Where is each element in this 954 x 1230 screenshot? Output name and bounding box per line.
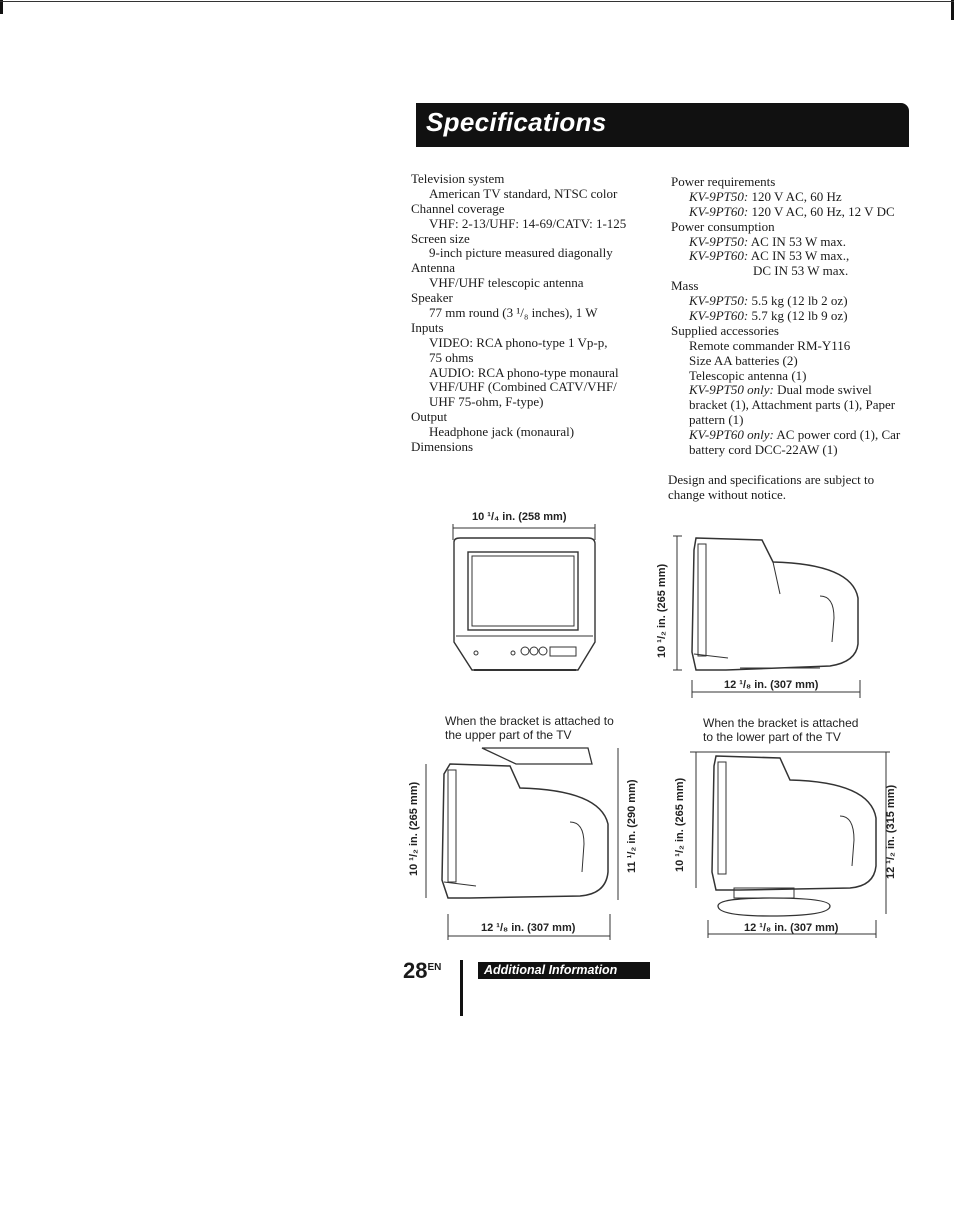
spec-text: Power consumption <box>671 218 775 234</box>
spec-line <box>411 321 626 336</box>
caption-line: When the bracket is attached <box>703 716 859 730</box>
spec-text: VHF/UHF telescopic antenna <box>429 275 584 291</box>
spec-line <box>411 336 626 351</box>
spec-text: Channel coverage <box>411 200 505 216</box>
caption-line: When the bracket is attached to <box>445 714 614 728</box>
spec-notice <box>668 473 874 503</box>
spec-text: Supplied accessories <box>671 322 779 338</box>
spec-line <box>411 246 626 261</box>
spec-text: VHF: 2-13/UHF: 14-69/CATV: 1-125 <box>429 215 627 231</box>
notice-line: change without notice. <box>668 486 787 502</box>
section-banner <box>478 962 650 979</box>
front-width-label: 10 ¹/₄ in. (258 mm) <box>472 511 567 523</box>
spec-text: UHF 75-ohm, F-type) <box>429 394 544 410</box>
title-banner <box>416 103 909 147</box>
spec-line <box>671 279 900 294</box>
spec-line <box>411 202 626 217</box>
spec-text: Antenna <box>411 260 456 276</box>
spec-line <box>411 440 626 455</box>
model-name: KV-9PT50: <box>689 188 749 204</box>
footer-rule <box>460 960 463 1016</box>
spec-line <box>671 220 900 235</box>
spec-line <box>411 306 626 321</box>
spec-text: 5.7 kg (12 lb 9 oz) <box>748 308 848 324</box>
lower-depth-label: 12 ¹/₈ in. (307 mm) <box>744 922 839 934</box>
spec-text: Telescopic antenna (1) <box>689 367 807 383</box>
caption-upper <box>445 714 614 742</box>
spec-text: AUDIO: RCA phono-type monaural <box>429 364 619 380</box>
page-number-value: 28 <box>403 958 428 983</box>
spec-line <box>671 383 900 398</box>
spec-text: 120 V AC, 60 Hz, 12 V DC <box>748 203 895 219</box>
spec-line <box>671 339 900 354</box>
spec-line <box>671 309 900 324</box>
section-title: Additional Information <box>484 963 618 977</box>
model-name: KV-9PT50: <box>689 233 749 249</box>
spec-text: battery cord DCC-22AW (1) <box>689 442 838 458</box>
spec-line <box>411 410 626 425</box>
spec-text: pattern (1) <box>689 412 744 428</box>
spec-right-column <box>671 175 900 458</box>
spec-line <box>411 187 626 202</box>
spec-text: 5.5 kg (12 lb 2 oz) <box>748 293 848 309</box>
spec-line <box>671 205 900 220</box>
upper-height-right-label: 11 ¹/₂ in. (290 mm) <box>626 779 638 873</box>
model-name: KV-9PT60: <box>689 203 749 219</box>
spec-line <box>671 443 900 458</box>
spec-text: Output <box>411 409 448 425</box>
side-height-label: 10 ¹/₂ in. (265 mm) <box>656 563 668 658</box>
spec-line <box>411 232 626 247</box>
top-rule <box>0 1 954 2</box>
spec-line <box>411 276 626 291</box>
spec-text: Dual mode swivel <box>773 382 872 398</box>
caption-line: to the lower part of the TV <box>703 730 841 744</box>
page-number-suffix: EN <box>427 962 442 973</box>
upper-height-left-label: 10 ¹/₂ in. (265 mm) <box>408 781 420 876</box>
spec-text: Power requirements <box>671 174 776 189</box>
spec-text: 120 V AC, 60 Hz <box>748 188 842 204</box>
spec-text: Remote commander RM-Y116 <box>689 337 851 353</box>
spec-text: AC IN 53 W max., <box>748 248 850 264</box>
spec-text: VHF/UHF (Combined CATV/VHF/ <box>429 379 617 395</box>
tv-side-view-drawing <box>670 532 865 702</box>
spec-line <box>671 175 900 190</box>
page-title: Specifications <box>426 107 607 137</box>
notice-line: Design and specifications are subject to <box>668 472 875 487</box>
spec-text: Size AA batteries (2) <box>689 352 798 368</box>
spec-line <box>411 366 626 381</box>
spec-text: Television system <box>411 171 505 186</box>
model-name: KV-9PT50 only: <box>689 382 774 398</box>
spec-line <box>671 294 900 309</box>
spec-line <box>671 190 900 205</box>
model-name: KV-9PT50: <box>689 293 749 309</box>
spec-text: bracket (1), Attachment parts (1), Paper <box>689 397 896 413</box>
model-name: KV-9PT60: <box>689 308 749 324</box>
spec-text: Mass <box>671 278 699 294</box>
spec-text: 75 ohms <box>429 349 474 365</box>
lower-height-right-label: 12 ¹/₂ in. (315 mm) <box>885 784 897 879</box>
caption-line: the upper part of the TV <box>445 728 572 742</box>
spec-text: Inputs <box>411 319 444 335</box>
tv-front-view-drawing <box>450 524 600 674</box>
spec-line <box>671 354 900 369</box>
spec-text: Speaker <box>411 290 453 306</box>
spec-line <box>411 380 626 395</box>
spec-text: Headphone jack (monaural) <box>429 424 575 440</box>
spec-text: 77 mm round (3 ¹/₈ inches), 1 W <box>429 305 598 321</box>
spec-line <box>411 395 626 410</box>
spec-line <box>671 235 900 250</box>
spec-text: American TV standard, NTSC color <box>429 185 618 201</box>
spec-line <box>671 413 900 428</box>
spec-line <box>671 324 900 339</box>
tv-lower-bracket-drawing <box>690 748 895 943</box>
tv-upper-bracket-drawing <box>420 744 625 944</box>
page-number <box>403 958 441 984</box>
spec-line <box>671 264 900 279</box>
spec-line <box>671 398 900 413</box>
lower-height-left-label: 10 ¹/₂ in. (265 mm) <box>674 777 686 872</box>
crop-mark-left <box>0 0 3 14</box>
spec-line <box>411 217 626 232</box>
spec-line <box>671 369 900 384</box>
spec-text: AC power cord (1), Car <box>773 427 901 443</box>
spec-text: AC IN 53 W max. <box>748 233 846 249</box>
spec-text: Dimensions <box>411 439 474 455</box>
spec-line <box>671 249 900 264</box>
model-name: KV-9PT60 only: <box>689 427 774 443</box>
spec-text: DC IN 53 W max. <box>753 263 849 279</box>
caption-lower <box>703 716 858 744</box>
upper-depth-label: 12 ¹/₈ in. (307 mm) <box>481 922 576 934</box>
spec-line <box>411 351 626 366</box>
spec-text: VIDEO: RCA phono-type 1 Vp-p, <box>429 334 608 350</box>
spec-line <box>411 261 626 276</box>
spec-line <box>671 428 900 443</box>
spec-text: Screen size <box>411 230 470 246</box>
spec-line <box>411 172 626 187</box>
spec-line <box>411 425 626 440</box>
spec-line <box>411 291 626 306</box>
spec-text: 9-inch picture measured diagonally <box>429 245 613 261</box>
spec-left-column <box>411 172 626 455</box>
side-depth-label: 12 ¹/₈ in. (307 mm) <box>724 679 819 691</box>
model-name: KV-9PT60: <box>689 248 749 264</box>
